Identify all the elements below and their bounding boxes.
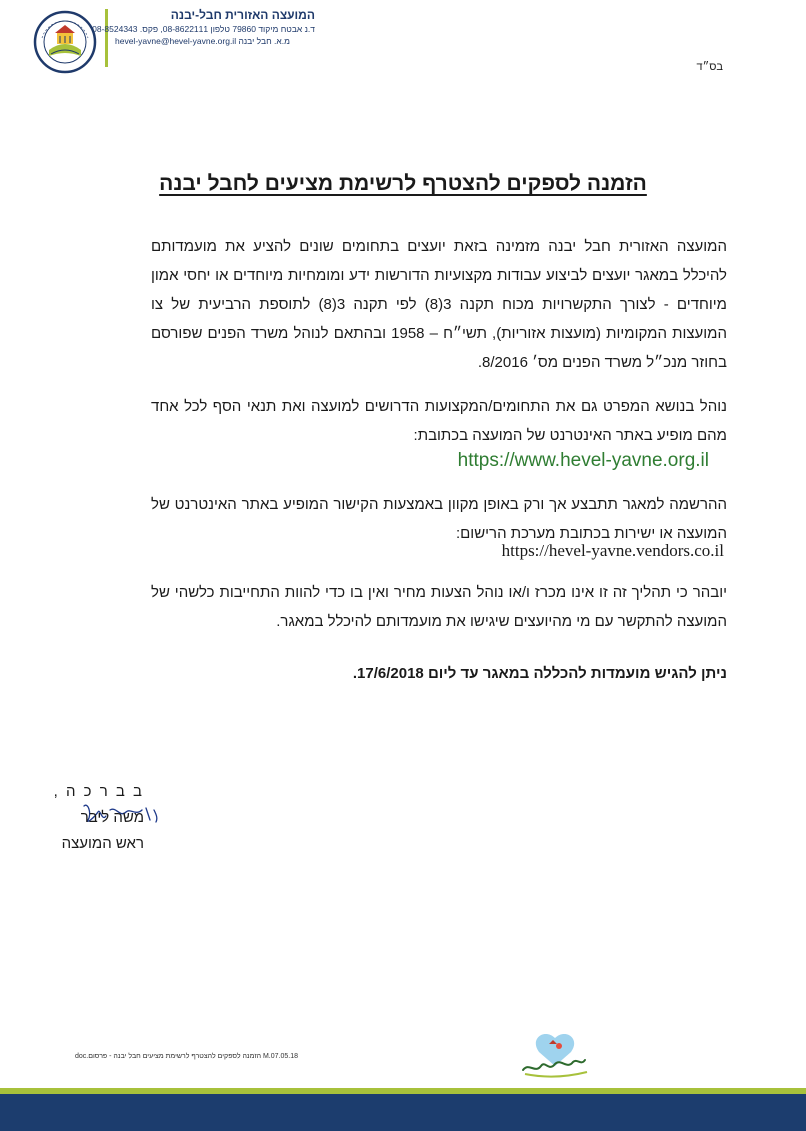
paragraph-registration: ההרשמה למאגר תתבצע אך ורק באופן מקוון באמצעות הקישור המופיע באתר האינטרנט של המועצה או ישירות בכתובת מערכת הרישום: — [151, 496, 727, 542]
paragraph-procedure: נוהל בנושא המפרט גם את התחומים/המקצועות הדרושים למועצה ואת תנאי הסף לכל אחד מהם מופיע באתר האינטרנט של המועצה בכתובת: — [151, 398, 727, 444]
footer-filename: M.07.05.18 הזמנה לספקים להצטרף לרשימת מציעים חבל יבנה - פרסום.doc — [75, 1053, 298, 1060]
paragraph-disclaimer: יובהר כי תהליך זה זו אינו מכרז ו/או נוהל הצעות מחיר ואין בו כדי להוות התחייבות כלשהי של המועצה להתקשר עם מי מהיועצים שיגישו את מועמדותם להיכלל במאגר. — [151, 584, 727, 630]
document-title: הזמנה לספקים להצטרף לרשימת מציעים לחבל יבנה — [159, 172, 647, 195]
paragraph-deadline: ניתן להגיש מועמדות להכללה במאגר עד ליום 17/6/2018. — [352, 665, 727, 682]
org-name: המועצה האזורית חבל-יבנה — [170, 8, 315, 22]
signatory-role: ראש המועצה — [61, 835, 144, 852]
header-accent-bar — [105, 9, 108, 67]
org-email — [115, 35, 315, 47]
org-address: ד.נ אבטח מיקוד 79860 טלפון 08-8622111, פקס. 08-8524343 — [92, 24, 315, 34]
header-contact-block — [92, 8, 315, 47]
registration-link[interactable]: https://hevel-yavne.vendors.co.il — [501, 541, 724, 560]
paragraph-invitation: המועצה האזורית חבל יבנה מזמינה בזאת יועצים בתחומים שונים להציע את מועמדותם להיכלל במאגר יועצים לביצוע עבודות מקצועיות הדורשות ידע ומומחיות מיוחדים או יחסי אמון מיוחדים - לצורך התקשרויות מכוח תקנה 3(8) לפי תקנה 3(8) לתוספת הרביעית של צו המועצות המקומיות (מועצות אזוריות), תשי״ח – 1958 ובהתאם לנוהל משרד הפנים שפורסם בחוזר מנכ״ל משרד הפנים מס׳ 8/2016. — [151, 238, 727, 371]
signature-greeting: ב ב ר כ ה , — [53, 783, 144, 800]
bsd-mark: בס״ד — [696, 61, 723, 73]
postal-label: מ.א. חבל יבנה — [238, 36, 290, 46]
council-logo — [33, 10, 97, 74]
signatory-name: משה ליבר — [80, 809, 144, 826]
footer-navy-band — [0, 1094, 806, 1131]
website-link[interactable]: https://www.hevel-yavne.org.il — [457, 450, 709, 471]
email-address: hevel-yavne@hevel-yavne.org.il — [115, 36, 237, 46]
yofi-shel-hevel-logo — [515, 1030, 595, 1080]
